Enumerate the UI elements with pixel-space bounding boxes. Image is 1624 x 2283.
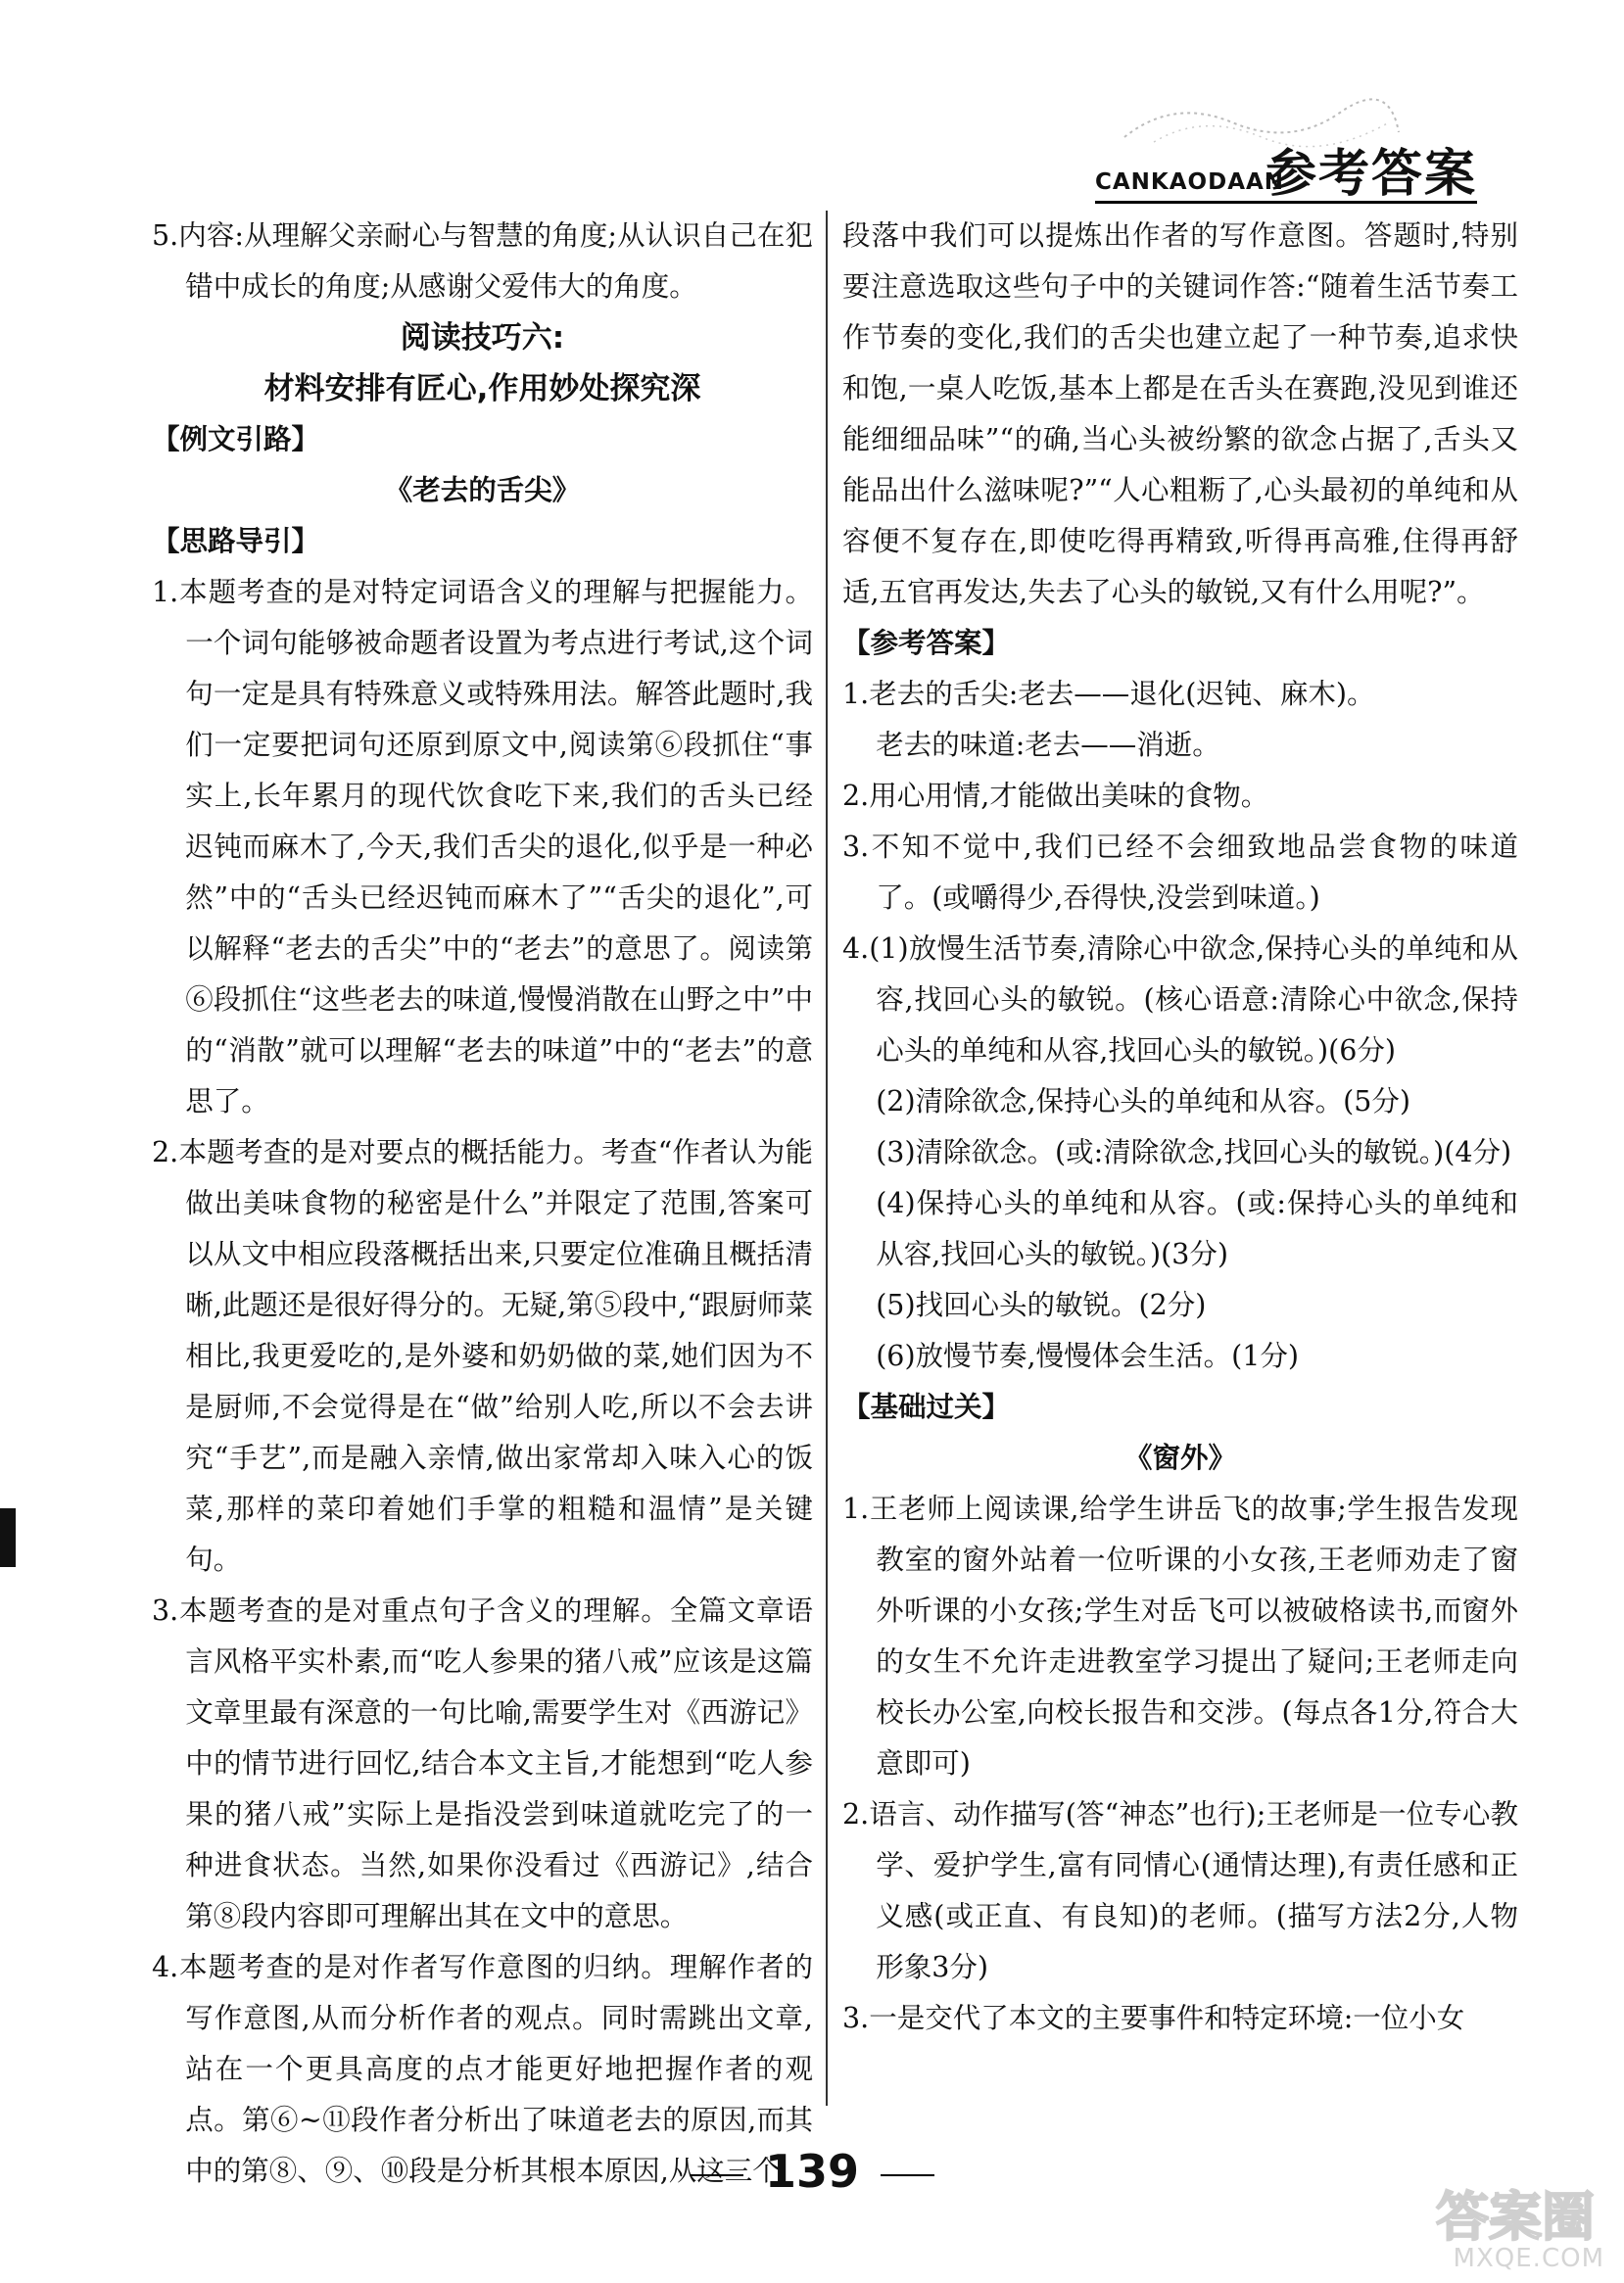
answer-item-5: 5.内容:从理解父亲耐心与智慧的角度;从认识自己在犯错中成长的角度;从感谢父爱伟大的角度。 — [152, 219, 813, 303]
watermark — [1369, 2175, 1604, 2273]
answer-4-part-2: (2)清除欲念,保持心头的单纯和从容。(5分) — [876, 1085, 1410, 1118]
header-latin-text: CANKAODAAN — [1095, 169, 1285, 195]
left-column — [152, 211, 813, 2197]
answer-4-part-5: (5)找回心头的敏锐。(2分) — [876, 1289, 1207, 1321]
basic-item-1: 1.王老师上阅读课,给学生讲岳飞的故事;学生报告发现教室的窗外站着一位听课的小女孩,王老师劝走了窗外听课的小女孩;学生对岳飞可以被破格读书,而窗外的女生不允许走进教室学习提出了疑问;王老师走向校长办公室,向校长报告和交涉。(每点各1分,符合大意即可) — [842, 1493, 1518, 1780]
basic-article-title: 《窗外》 — [1123, 1442, 1236, 1474]
skill-heading: 阅读技巧六: — [400, 320, 565, 356]
section-basic-heading: 【基础过关】 — [842, 1391, 1011, 1423]
watermark-url: MXQE.COM — [1453, 2244, 1604, 2273]
basic-item-2: 2.语言、动作描写(答“神态”也行);王老师是一位专心教学、爱护学生,富有同情心(通情达理),有责任感和正义感(或正直、有良知)的老师。(描写方法2分,人物形象3分) — [842, 1798, 1518, 1983]
answer-4-part-4: (4)保持心头的单纯和从容。(或:保持心头的单纯和从容,找回心头的敏锐。)(3分) — [876, 1187, 1518, 1270]
section-example-heading: 【例文引路】 — [152, 423, 320, 455]
column-divider — [826, 211, 828, 2106]
page-number: 139 — [764, 2145, 860, 2198]
example-article-title: 《老去的舌尖》 — [384, 474, 581, 506]
answer-4-part-3: (3)清除欲念。(或:清除欲念,找回心头的敏锐。)(4分) — [876, 1136, 1512, 1168]
guide-item-4: 4.本题考查的是对作者写作意图的归纳。理解作者的写作意图,从而分析作者的观点。同时需跳出文章,站在一个更具高度的点才能更好地把握作者的观点。第⑥~⑪段作者分析出了味道老去的原因,而其中的第⑧、⑨、⑩段是分析其根本原因,从这三个 — [152, 1951, 813, 2187]
page-header — [1066, 93, 1477, 204]
guide-item-4-continued: 段落中我们可以提炼出作者的写作意图。答题时,特别要注意选取这些句子中的关键词作答:“随着生活节奏工作节奏的变化,我们的舌尖也建立起了一种节奏,追求快和饱,一桌人吃饭,基本上都是在舌头在赛跑,没见到谁还能细细品味”“的确,当心头被纷繁的欲念占据了,舌头又能品出什么滋味呢?”“人心粗粝了,心头最初的单纯和从容便不复存在,即使吃得再精致,听得再高雅,住得再舒适,五官再发达,失去了心头的敏锐,又有什么用呢?”。 — [842, 219, 1518, 608]
answer-4-part-6: (6)放慢节奏,慢慢体会生活。(1分) — [876, 1340, 1299, 1372]
guide-item-1: 1.本题考查的是对特定词语含义的理解与把握能力。一个词句能够被命题者设置为考点进行考试,这个词句一定是具有特殊意义或特殊用法。解答此题时,我们一定要把词句还原到原文中,阅读第⑥段抓住“事实上,长年累月的现代饮食吃下来,我们的舌头已经迟钝而麻木了,今天,我们舌尖的退化,似乎是一种必然”中的“舌头已经迟钝而麻木了”“舌尖的退化”,可以解释“老去的舌尖”中的“老去”的意思了。阅读第⑥段抓住“这些老去的味道,慢慢消散在山野之中”中的“消散”就可以理解“老去的味道”中的“老去”的意思了。 — [152, 576, 813, 1118]
section-guide-heading: 【思路导引】 — [152, 525, 320, 557]
header-logo: 参考答案 — [1265, 145, 1477, 204]
watermark-logo: 答案圈 — [1436, 2186, 1595, 2248]
header-rule — [1095, 201, 1477, 204]
footer-dash-right — [881, 2174, 934, 2176]
right-column — [842, 211, 1518, 2044]
answer-1-line-1: 1.老去的舌尖:老去——退化(迟钝、麻木)。 — [842, 678, 1375, 710]
guide-item-2: 2.本题考查的是对要点的概括能力。考查“作者认为能做出美味食物的秘密是什么”并限定了范围,答案可以从文中相应段落概括出来,只要定位准确且概括清晰,此题还是很好得分的。无疑,第⑤段中,“跟厨师菜相比,我更爱吃的,是外婆和奶奶做的菜,她们因为不是厨师,不会觉得是在“做”给别人吃,所以不会去讲究“手艺”,而是融入亲情,做出家常却入味入心的饭菜,那样的菜印着她们手掌的粗糙和温情”是关键句。 — [152, 1136, 813, 1576]
section-answer-heading: 【参考答案】 — [842, 627, 1011, 659]
answer-3: 3.不知不觉中,我们已经不会细致地品尝食物的味道了。(或嚼得少,吞得快,没尝到味道。) — [842, 831, 1518, 914]
guide-item-3: 3.本题考查的是对重点句子含义的理解。全篇文章语言风格平实朴素,而“吃人参果的猪八戒”应该是这篇文章里最有深意的一句比喻,需要学生对《西游记》中的情节进行回忆,结合本文主旨,才能想到“吃人参果的猪八戒”实际上是指没尝到味道就吃完了的一种进食状态。当然,如果你没看过《西游记》,结合第⑧段内容即可理解出其在文中的意思。 — [152, 1594, 813, 1932]
answer-2: 2.用心用情,才能做出美味的食物。 — [842, 780, 1269, 812]
answer-1-line-2: 老去的味道:老去——消逝。 — [876, 729, 1220, 761]
basic-item-3: 3.一是交代了本文的主要事件和特定环境:一位小女 — [842, 2002, 1465, 2034]
skill-subheading: 材料安排有匠心,作用妙处探究深 — [263, 371, 701, 406]
side-tab-marker — [0, 1508, 16, 1567]
answer-4-part-1: 4.(1)放慢生活节奏,清除心中欲念,保持心头的单纯和从容,找回心头的敏锐。(核心语意:清除心中欲念,保持心头的单纯和从容,找回心头的敏锐。)(6分) — [842, 932, 1518, 1067]
footer-dash-left — [690, 2174, 743, 2176]
